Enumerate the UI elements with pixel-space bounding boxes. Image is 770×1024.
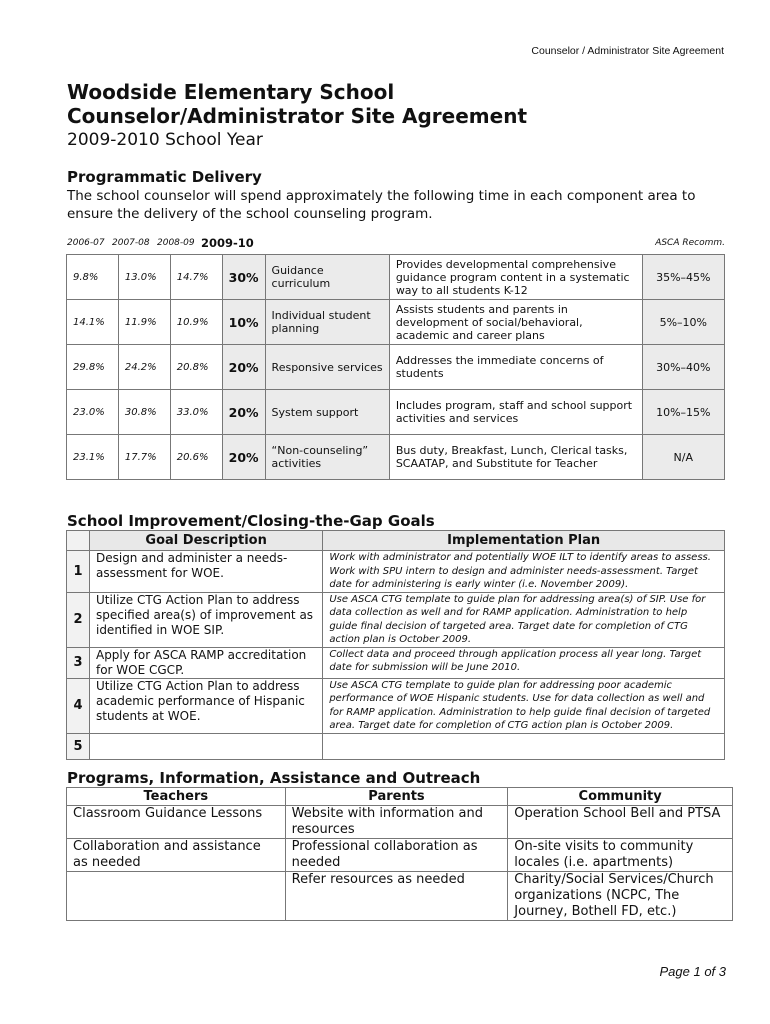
community-cell: Charity/Social Services/Church organizations (NCPC, The Journey, Bothell FD, etc.)	[508, 872, 733, 921]
pct-2007-08: 13.0%	[118, 255, 170, 300]
pct-2006-07: 29.8%	[67, 345, 119, 390]
pct-2006-07: 14.1%	[67, 300, 119, 345]
pct-2009-10: 20%	[222, 390, 265, 435]
implementation-plan: Collect data and proceed through application process all year long. Target date for submission will be June 2010.	[323, 647, 725, 678]
teachers-cell: Collaboration and assistance as needed	[67, 839, 286, 872]
pct-2007-08: 17.7%	[118, 435, 170, 480]
parents-cell: Refer resources as needed	[285, 872, 508, 921]
component-name: Guidance curriculum	[265, 255, 389, 300]
title-school: Woodside Elementary School	[67, 80, 395, 104]
pct-2006-07: 23.0%	[67, 390, 119, 435]
pct-2008-09: 10.9%	[170, 300, 222, 345]
community-header: Community	[508, 788, 733, 806]
goal-number: 3	[67, 647, 90, 678]
teachers-cell: Classroom Guidance Lessons	[67, 806, 286, 839]
asca-recommendation: N/A	[642, 435, 724, 480]
goal-row	[67, 733, 725, 759]
pct-2006-07: 23.1%	[67, 435, 119, 480]
pct-2009-10: 10%	[222, 300, 265, 345]
programmatic-row	[67, 390, 725, 435]
parents-cell: Professional collaboration as needed	[285, 839, 508, 872]
label-2008: 2008-09	[157, 238, 195, 248]
goals-heading: School Improvement/Closing-the-Gap Goals	[67, 512, 435, 530]
teachers-cell	[67, 872, 286, 921]
component-description: Provides developmental comprehensive guidance program content in a systematic way to all students K-12	[389, 255, 642, 300]
programmatic-heading: Programmatic Delivery	[67, 168, 262, 186]
program-row	[67, 839, 733, 872]
component-description: Assists students and parents in development of social/behavioral, academic and career plans	[389, 300, 642, 345]
community-cell: Operation School Bell and PTSA	[508, 806, 733, 839]
label-asca: ASCA Recomm.	[655, 238, 725, 248]
page-number: Page 1 of 3	[659, 964, 726, 979]
asca-recommendation: 10%–15%	[642, 390, 724, 435]
goal-row	[67, 551, 725, 593]
goal-description: Utilize CTG Action Plan to address academic performance of Hispanic students at WOE.	[89, 678, 322, 733]
goal-description	[89, 733, 322, 759]
programs-table	[66, 787, 733, 921]
goal-description-header: Goal Description	[89, 531, 322, 551]
label-2006: 2006-07	[67, 238, 105, 248]
goal-description: Utilize CTG Action Plan to address specified area(s) of improvement as identified in WOE SIP.	[89, 592, 322, 647]
title-agreement: Counselor/Administrator Site Agreement	[67, 104, 527, 128]
implementation-plan: Work with administrator and potentially WOE ILT to identify areas to assess. Work with SPU intern to design and administer needs-assessment. Target date for administering is early winter (i.e. November 2009).	[323, 551, 725, 593]
running-header: Counselor / Administrator Site Agreement	[531, 45, 724, 57]
component-name: Individual student planning	[265, 300, 389, 345]
community-cell: On-site visits to community locales (i.e. apartments)	[508, 839, 733, 872]
pct-2008-09: 20.8%	[170, 345, 222, 390]
programmatic-row	[67, 255, 725, 300]
implementation-plan: Use ASCA CTG template to guide plan for addressing poor academic performance of WOE Hispanic students. Use for data collection as well and for RAMP application. Administration to help guide final decision of targeted area. Target date for completion of CTG action plan is October 2009.	[323, 678, 725, 733]
pct-2009-10: 20%	[222, 435, 265, 480]
programmatic-intro: The school counselor will spend approximately the following time in each component area to ensure the delivery of the school counseling program.	[67, 188, 696, 222]
goal-row	[67, 678, 725, 733]
pct-2007-08: 30.8%	[118, 390, 170, 435]
goal-number: 5	[67, 733, 90, 759]
teachers-header: Teachers	[67, 788, 286, 806]
component-name: System support	[265, 390, 389, 435]
program-row	[67, 806, 733, 839]
goal-row	[67, 592, 725, 647]
programmatic-table	[66, 254, 725, 480]
asca-recommendation: 5%–10%	[642, 300, 724, 345]
component-description: Includes program, staff and school support activities and services	[389, 390, 642, 435]
programmatic-row	[67, 345, 725, 390]
programs-heading: Programs, Information, Assistance and Outreach	[67, 769, 481, 787]
pct-2008-09: 33.0%	[170, 390, 222, 435]
goal-description: Apply for ASCA RAMP accreditation for WOE CGCP.	[89, 647, 322, 678]
goal-row	[67, 647, 725, 678]
parents-header: Parents	[285, 788, 508, 806]
goals-num-header	[67, 531, 90, 551]
goals-table	[66, 530, 725, 760]
label-2009: 2009-10	[201, 236, 254, 250]
goal-description: Design and administer a needs-assessment for WOE.	[89, 551, 322, 593]
label-2007: 2007-08	[112, 238, 150, 248]
component-name: “Non-counseling” activities	[265, 435, 389, 480]
school-year: 2009-2010 School Year	[67, 130, 263, 150]
component-name: Responsive services	[265, 345, 389, 390]
implementation-plan	[323, 733, 725, 759]
component-description: Addresses the immediate concerns of students	[389, 345, 642, 390]
asca-recommendation: 35%–45%	[642, 255, 724, 300]
goal-number: 4	[67, 678, 90, 733]
pct-2008-09: 14.7%	[170, 255, 222, 300]
parents-cell: Website with information and resources	[285, 806, 508, 839]
pct-2007-08: 24.2%	[118, 345, 170, 390]
programmatic-row	[67, 300, 725, 345]
program-row	[67, 872, 733, 921]
component-description: Bus duty, Breakfast, Lunch, Clerical tasks, SCAATAP, and Substitute for Teacher	[389, 435, 642, 480]
goal-number: 2	[67, 592, 90, 647]
pct-2007-08: 11.9%	[118, 300, 170, 345]
programmatic-row	[67, 435, 725, 480]
implementation-plan: Use ASCA CTG template to guide plan for addressing area(s) of SIP. Use for data collection as well and for RAMP application. Administration to help guide final decision of targeted area. Target date for completion of CTG action plan is October 2009.	[323, 592, 725, 647]
goal-number: 1	[67, 551, 90, 593]
asca-recommendation: 30%–40%	[642, 345, 724, 390]
pct-2009-10: 30%	[222, 255, 265, 300]
pct-2008-09: 20.6%	[170, 435, 222, 480]
implementation-plan-header: Implementation Plan	[323, 531, 725, 551]
pct-2009-10: 20%	[222, 345, 265, 390]
pct-2006-07: 9.8%	[67, 255, 119, 300]
